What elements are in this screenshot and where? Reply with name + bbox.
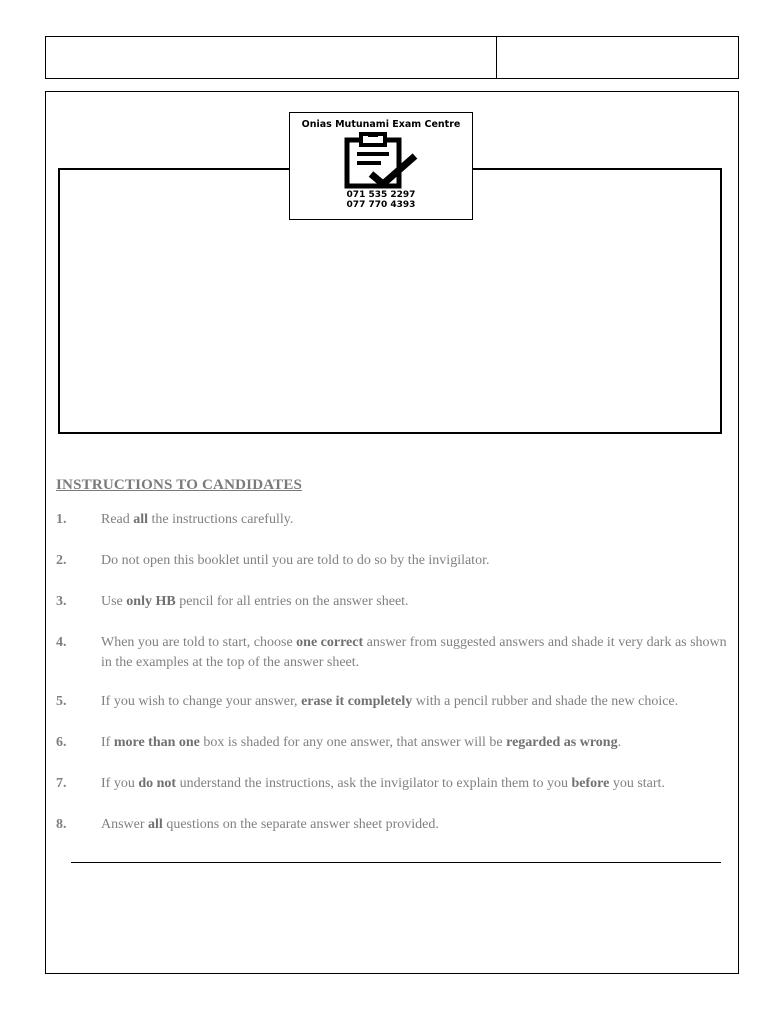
- instruction-fragment: Use: [101, 594, 127, 609]
- instruction-number: 5.: [56, 694, 67, 709]
- logo-title: Onias Mutunami Exam Centre: [301, 119, 461, 130]
- instruction-emphasis: erase it completely: [301, 694, 413, 709]
- logo-phone-1: 071 535 2297: [346, 190, 416, 200]
- instruction-text: [101, 510, 736, 530]
- header-box: [45, 36, 739, 79]
- instruction-text: [101, 692, 736, 712]
- instruction-number: 8.: [56, 817, 67, 832]
- instruction-fragment: with a pencil rubber and shade the new choice.: [412, 694, 679, 709]
- instruction-text: [101, 815, 736, 835]
- instruction-fragment: If you: [101, 776, 139, 791]
- instruction-number: 6.: [56, 735, 67, 750]
- instruction-text: [101, 633, 736, 673]
- instruction-emphasis: before: [571, 776, 610, 791]
- clipboard-check-icon: [339, 132, 423, 190]
- instruction-fragment: answer from suggested answers and shade it very dark as shown in the examples at the top of the answer sheet.: [101, 635, 727, 670]
- instruction-emphasis: more than one: [113, 735, 200, 750]
- instruction-fragment: questions on the separate answer sheet provided.: [162, 817, 439, 832]
- instruction-number: 4.: [56, 635, 67, 650]
- header-cell-left: [46, 37, 497, 78]
- instructions-heading: INSTRUCTIONS TO CANDIDATES: [56, 477, 303, 493]
- instruction-emphasis: one correct: [296, 635, 364, 650]
- instruction-fragment: pencil for all entries on the answer sheet.: [175, 594, 409, 609]
- instruction-text: [101, 733, 736, 753]
- instruction-number: 2.: [56, 553, 67, 568]
- instruction-fragment: Read: [101, 512, 134, 527]
- instruction-fragment: box is shaded for any one answer, that answer will be: [199, 735, 507, 750]
- instruction-fragment: If you wish to change your answer,: [101, 694, 302, 709]
- instruction-text: [101, 551, 736, 571]
- instruction-fragment: you start.: [609, 776, 665, 791]
- header-cell-right: [497, 37, 738, 78]
- instruction-fragment: the instructions carefully.: [148, 512, 294, 527]
- instruction-text: [101, 774, 736, 794]
- instruction-fragment: If: [101, 735, 114, 750]
- exam-centre-logo: [289, 112, 473, 220]
- instruction-emphasis: only HB: [126, 594, 176, 609]
- instruction-fragment: .: [617, 735, 622, 750]
- instruction-emphasis: all: [133, 512, 149, 527]
- instruction-text: [101, 592, 736, 612]
- bottom-divider: [71, 862, 721, 863]
- instruction-fragment: Answer: [101, 817, 149, 832]
- instruction-emphasis: do not: [138, 776, 177, 791]
- instruction-fragment: understand the instructions, ask the invigilator to explain them to you: [176, 776, 572, 791]
- instruction-number: 3.: [56, 594, 67, 609]
- instruction-number: 7.: [56, 776, 67, 791]
- instruction-fragment: Do not open this booklet until you are told to do so by the invigilator.: [101, 553, 490, 568]
- logo-phone-2: 077 770 4393: [346, 200, 416, 210]
- instruction-number: 1.: [56, 512, 67, 527]
- instruction-fragment: When you are told to start, choose: [101, 635, 297, 650]
- instruction-emphasis: all: [148, 817, 163, 832]
- instruction-emphasis: regarded as wrong: [506, 735, 618, 750]
